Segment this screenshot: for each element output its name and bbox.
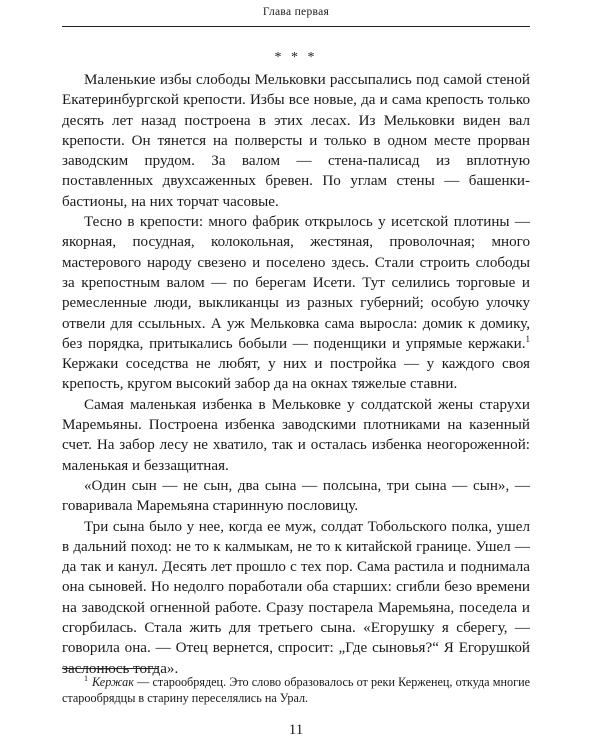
footnote-text: — старообрядец. Это слово образовалось от реки Керженец, откуда многие старообрядцы в старину переселялись на Урал. xyxy=(62,675,530,705)
paragraph-3: Самая маленькая избенка в Мельковке у солдатской жены старухи Маремьяны. Построена избенка заводскими плотниками на казенный счет. На забор лесу не хватило, так и осталась избенка неогороженной: маленькая и беззащитная. xyxy=(62,396,530,474)
paragraph-4: «Один сын — не сын, два сына — полсына, три сына — сын», — говаривала Маремьяна старинную пословицу. xyxy=(62,477,530,515)
section-separator: * * * xyxy=(274,50,318,65)
main-text xyxy=(62,70,530,679)
running-header: Глава первая xyxy=(262,6,330,18)
paragraph-2-tail: Кержаки соседства не любят, у них и постройка — у каждого своя крепость, кругом высокий забор да на окнах тяжелые ставни. xyxy=(62,356,530,393)
page-number: 11 xyxy=(288,722,304,738)
paragraph-1: Маленькие избы слободы Мельковки рассыпались под самой стеной Екатеринбургской крепости. Избы все новые, да и сама крепость только десять лет назад построена в этих лесах. Из Мельковки виден вал крепости. Он тянется на полверсты и только в одном месте прорван заводским прудом. За валом — стена-палисад из вплотную поставленных двухсаженных бревен. По углам стены — башенки-бастионы, на них торчат часовые. xyxy=(62,72,530,210)
footnote xyxy=(62,674,530,706)
paragraph-2 xyxy=(62,212,530,395)
footnote-term: Кержак xyxy=(92,675,134,689)
paragraph-5: Три сына было у нее, когда ее муж, солдат Тобольского полка, ушел в дальний поход: не то к калмыкам, не то к китайской границе. Ушел — да так и канул. Десять лет прошло с тех пор. Сама растила и поднимала она сыновей. Но недолго поработали оба старших: сгибли безо времени на заводской огненной работе. Сразу постарела Маремьяна, поседела и сгорбилась. Стала жить для третьего сына. «Егорушку я сберегу, — говорила она. — Отец вернется, спросит: „Где сыновья?“ Я Егорушкой заслонюсь тогда». xyxy=(62,518,530,677)
footnote-marker: 1 xyxy=(84,673,88,683)
paragraph-2-text: Тесно в крепости: много фабрик открылось у исетской плотины — якорная, посудная, колокольная, жестяная, проволочная; много мастерового народу свезено и поселено здесь. Стали строить слободы за крепостным валом — по берегам Исети. Тут селились торговые и ремесленные люди, выкликанцы из разных губерний; особую улочку отвели для ссыльных. А уж Мельковка сама выросла: домик к домику, без порядка, притыкались бобыли — поденщики и упрямые кержаки. xyxy=(62,214,530,352)
footnote-rule xyxy=(62,668,158,669)
header-rule xyxy=(62,26,530,27)
footnote-reference[interactable]: 1 xyxy=(525,333,530,344)
